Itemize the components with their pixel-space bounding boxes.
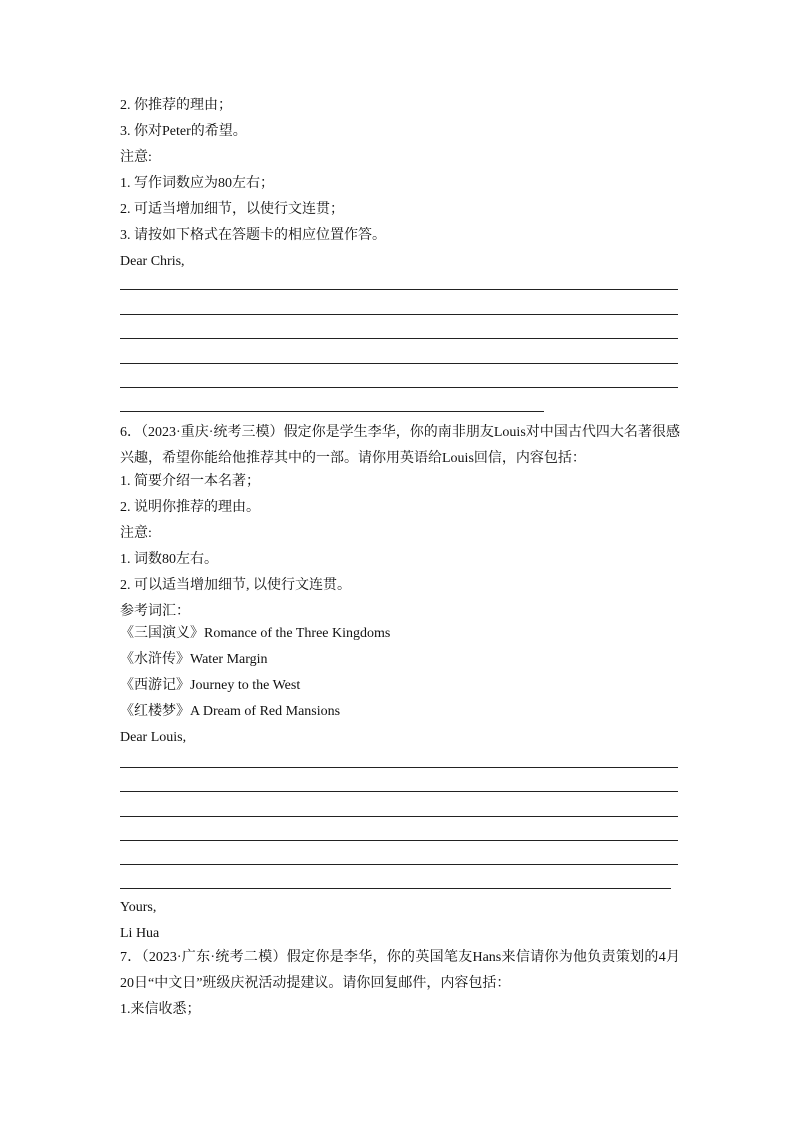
requirement-item: 1.来信收悉；	[120, 1002, 201, 1017]
requirement-item: 1. 简要介绍一本名著；	[120, 474, 260, 489]
letter-signature: Li Hua	[120, 926, 160, 941]
notes-title: 注意:	[120, 526, 152, 541]
question-7-prompt: 7．（2023·广东·统考二模）假定你是李华，你的英国笔友Hans来信请你为他负责策划的4月20日“中文日”班级庆祝活动提建议。请你回复邮件，内容包括：	[120, 950, 680, 991]
answer-line	[120, 864, 678, 865]
note-item: 2. 可以适当增加细节, 以使行文连贯。	[120, 578, 351, 593]
requirement-item: 2. 说明你推荐的理由。	[120, 500, 260, 515]
vocab-item: 《三国演义》Romance of the Three Kingdoms	[120, 626, 391, 641]
answer-line	[120, 888, 671, 889]
answer-line	[120, 411, 544, 412]
vocab-item: 《水浒传》Water Margin	[120, 652, 268, 667]
answer-line	[120, 816, 678, 817]
answer-line	[120, 338, 678, 339]
vocab-item: 《西游记》Journey to the West	[120, 678, 301, 693]
answer-line	[120, 840, 678, 841]
vocab-item: 《红楼梦》A Dream of Red Mansions	[120, 704, 341, 719]
note-item: 2. 可适当增加细节，以使行文连贯；	[120, 202, 344, 217]
letter-salutation: Dear Louis,	[120, 730, 187, 745]
answer-line	[120, 767, 678, 768]
note-item: 1. 词数80左右。	[120, 552, 218, 567]
note-item: 3. 请按如下格式在答题卡的相应位置作答。	[120, 228, 386, 243]
answer-line	[120, 363, 678, 364]
letter-closing: Yours,	[120, 900, 157, 915]
answer-line	[120, 314, 678, 315]
question-6-prompt: 6．（2023·重庆·统考三模）假定你是学生李华，你的南非朋友Louis对中国古代四大名著很感兴趣，希望你能给他推荐其中的一部。请你用英语给Louis回信，内容包括：	[120, 425, 680, 466]
answer-line	[120, 289, 678, 290]
answer-line	[120, 387, 678, 388]
requirement-item: 2. 你推荐的理由；	[120, 98, 232, 113]
vocab-title: 参考词汇：	[120, 604, 190, 619]
letter-salutation: Dear Chris,	[120, 254, 185, 269]
note-item: 1. 写作词数应为80左右；	[120, 176, 274, 191]
requirement-item: 3. 你对Peter的希望。	[120, 124, 247, 139]
notes-title: 注意:	[120, 150, 152, 165]
answer-line	[120, 791, 678, 792]
